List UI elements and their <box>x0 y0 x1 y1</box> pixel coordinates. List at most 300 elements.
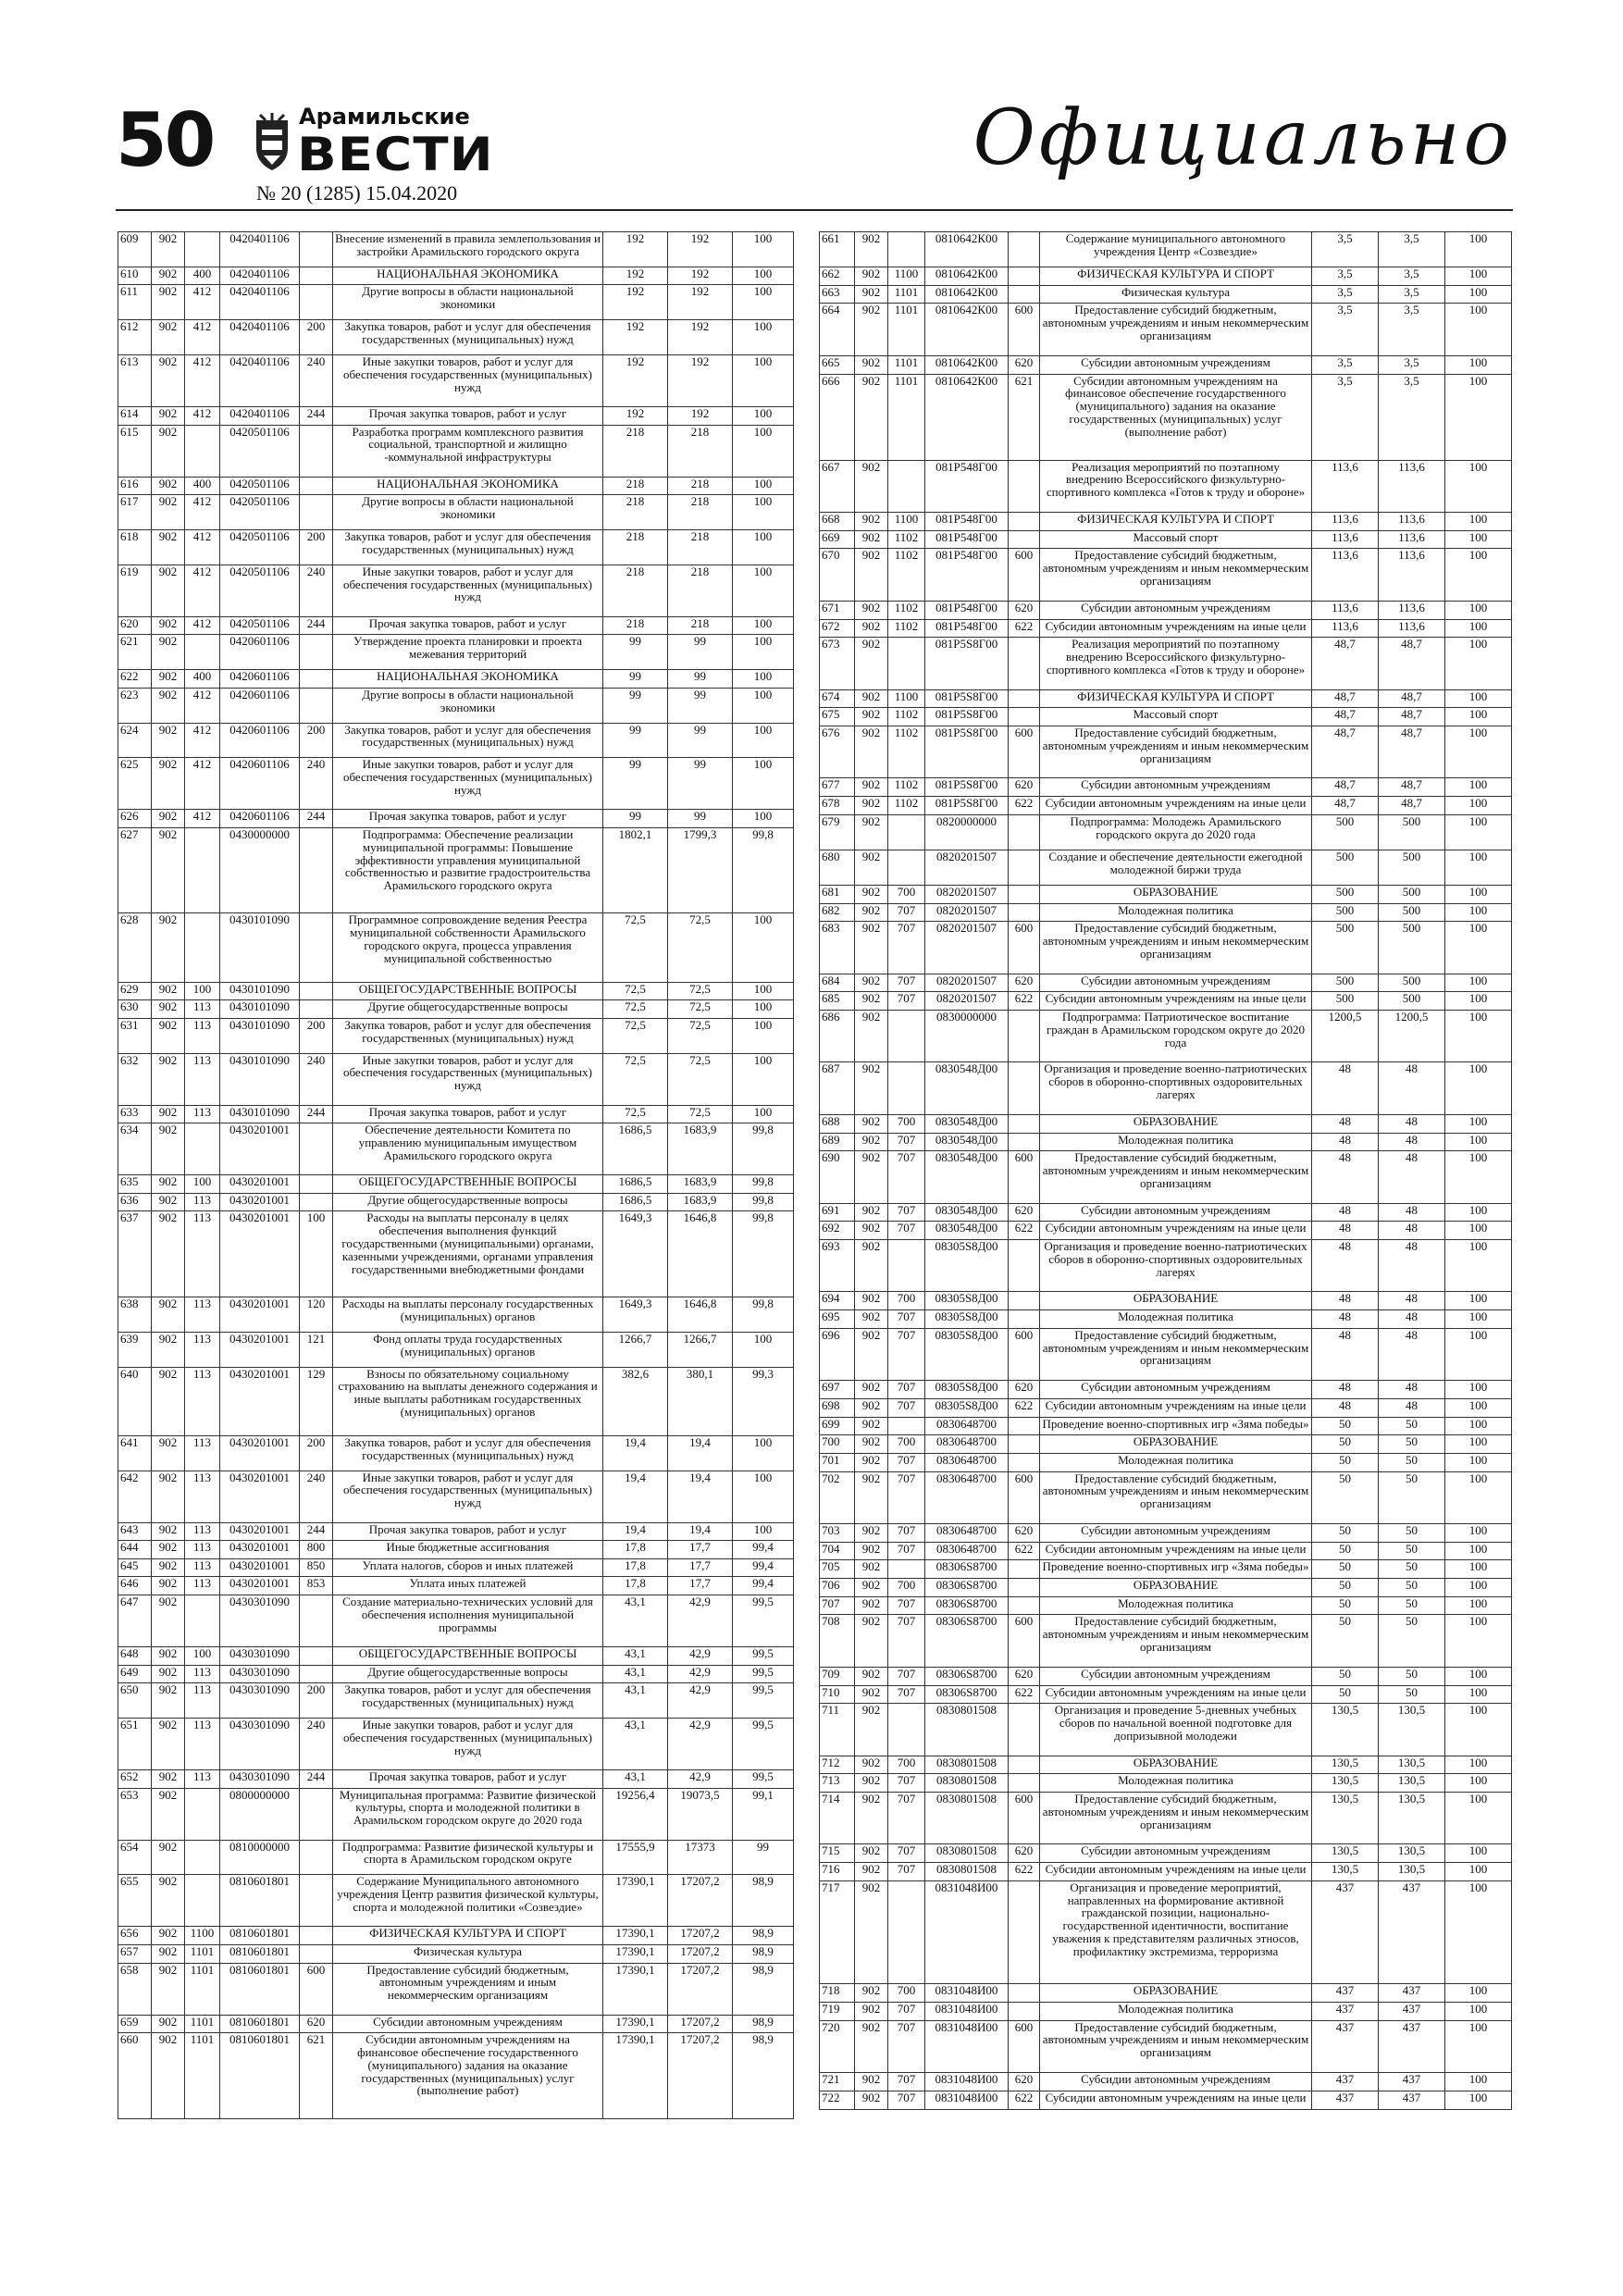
table-row <box>118 1522 794 1541</box>
description-cell: Реализация мероприятий по поэтапному внедрению Всероссийского физкультурно-спортивного комплекса «Готов к труду и обороне» <box>1040 638 1312 689</box>
table-row <box>820 638 1512 689</box>
ministry-code-cell: 902 <box>152 1683 185 1719</box>
planned-amount-cell: 50 <box>1312 1667 1379 1685</box>
target-code-cell: 081P5S8Г00 <box>925 638 1009 689</box>
section-code-cell: 113 <box>185 1053 220 1105</box>
actual-amount-cell: 42,9 <box>668 1647 733 1666</box>
planned-amount-cell: 113,6 <box>1312 549 1379 601</box>
table-row <box>820 285 1512 304</box>
description-cell: Другие вопросы в области национальной экономики <box>333 688 603 723</box>
row-number-cell: 643 <box>118 1522 152 1541</box>
planned-amount-cell: 218 <box>603 495 668 530</box>
planned-amount-cell: 72,5 <box>603 1105 668 1123</box>
planned-amount-cell: 48 <box>1312 1114 1379 1133</box>
planned-amount-cell: 382,6 <box>603 1367 668 1435</box>
section-code-cell: 113 <box>185 1718 220 1769</box>
expense-type-cell <box>300 1647 333 1666</box>
target-code-cell: 081P548Г00 <box>925 619 1009 638</box>
table-row <box>118 1193 794 1211</box>
target-code-cell: 0430201001 <box>220 1558 300 1577</box>
description-cell: Иные закупки товаров, работ и услуг для обеспечения государственных (муниципальных) нужд <box>333 565 603 616</box>
ministry-code-cell: 902 <box>152 616 185 635</box>
budget-table-right <box>819 231 1512 2110</box>
percent-cell: 98,9 <box>733 1944 794 1963</box>
percent-cell: 100 <box>1445 1560 1512 1579</box>
table-row <box>820 1240 1512 1292</box>
percent-cell: 100 <box>733 267 794 285</box>
percent-cell: 100 <box>1445 1310 1512 1329</box>
actual-amount-cell: 113,6 <box>1379 549 1445 601</box>
section-code-cell: 113 <box>185 1665 220 1683</box>
planned-amount-cell: 48 <box>1312 1310 1379 1329</box>
planned-amount-cell: 99 <box>603 758 668 810</box>
actual-amount-cell: 192 <box>668 320 733 355</box>
expense-type-cell: 244 <box>300 810 333 828</box>
actual-amount-cell: 130,5 <box>1379 1774 1445 1793</box>
planned-amount-cell: 17390,1 <box>603 1927 668 1945</box>
planned-amount-cell: 72,5 <box>603 1000 668 1019</box>
percent-cell: 100 <box>733 1000 794 1019</box>
actual-amount-cell: 1200,5 <box>1379 1011 1445 1062</box>
ministry-code-cell: 902 <box>152 1595 185 1646</box>
expense-type-cell: 200 <box>300 529 333 565</box>
description-cell: Предоставление субсидий бюджетным, автономным учреждениям и иным некоммерческим организациям <box>1040 2020 1312 2072</box>
expense-type-cell <box>300 982 333 1000</box>
planned-amount-cell: 19,4 <box>603 1522 668 1541</box>
ministry-code-cell: 902 <box>152 1332 185 1367</box>
target-code-cell: 0810642К00 <box>925 304 1009 355</box>
expense-type-cell: 600 <box>1009 2020 1040 2072</box>
ministry-code-cell: 902 <box>152 1175 185 1194</box>
target-code-cell: 0810601801 <box>220 2033 300 2119</box>
target-code-cell: 0810000000 <box>220 1840 300 1875</box>
actual-amount-cell: 192 <box>668 354 733 406</box>
percent-cell: 100 <box>1445 1704 1512 1756</box>
expense-type-cell <box>1009 232 1040 267</box>
percent-cell: 99,3 <box>733 1367 794 1435</box>
expense-type-cell: 240 <box>300 354 333 406</box>
table-row <box>118 1875 794 1927</box>
actual-amount-cell: 48,7 <box>1379 726 1445 778</box>
row-number-cell: 668 <box>820 513 855 531</box>
row-number-cell: 686 <box>820 1011 855 1062</box>
table-row <box>118 565 794 616</box>
table-row <box>118 1840 794 1875</box>
target-code-cell: 0831048И00 <box>925 2003 1009 2021</box>
percent-cell: 100 <box>1445 460 1512 512</box>
description-cell: Субсидии автономным учреждениям на иные цели <box>1040 797 1312 815</box>
row-number-cell: 641 <box>118 1435 152 1471</box>
section-code-cell: 1102 <box>888 619 925 638</box>
table-row <box>820 1704 1512 1756</box>
row-number-cell: 630 <box>118 1000 152 1019</box>
expense-type-cell: 622 <box>1009 992 1040 1011</box>
percent-cell: 100 <box>1445 2091 1512 2109</box>
section-code-cell: 1100 <box>888 689 925 708</box>
table-row <box>118 495 794 530</box>
actual-amount-cell: 113,6 <box>1379 513 1445 531</box>
right-table-body <box>820 232 1512 2110</box>
row-number-cell: 713 <box>820 1774 855 1793</box>
percent-cell: 100 <box>733 232 794 267</box>
actual-amount-cell: 50 <box>1379 1615 1445 1667</box>
actual-amount-cell: 72,5 <box>668 982 733 1000</box>
planned-amount-cell: 192 <box>603 285 668 320</box>
description-cell: Молодежная политика <box>1040 1133 1312 1151</box>
section-code-cell: 400 <box>185 670 220 689</box>
actual-amount-cell: 72,5 <box>668 1053 733 1105</box>
target-code-cell: 0420501106 <box>220 495 300 530</box>
expense-type-cell <box>1009 285 1040 304</box>
planned-amount-cell: 48 <box>1312 1240 1379 1292</box>
planned-amount-cell: 99 <box>603 723 668 758</box>
description-cell: Массовый спорт <box>1040 530 1312 549</box>
description-cell: Муниципальная программа: Развитие физической культуры, спорта и молодежной политики в Арамильском городском округе до 2020 года <box>333 1788 603 1840</box>
percent-cell: 100 <box>1445 1435 1512 1454</box>
expense-type-cell: 600 <box>300 1963 333 2015</box>
expense-type-cell: 600 <box>1009 1151 1040 1203</box>
expense-type-cell: 240 <box>300 1053 333 1105</box>
ministry-code-cell: 902 <box>152 1788 185 1840</box>
table-row <box>118 407 794 426</box>
planned-amount-cell: 72,5 <box>603 913 668 982</box>
section-code-cell <box>888 850 925 885</box>
row-number-cell: 673 <box>820 638 855 689</box>
ministry-code-cell: 902 <box>855 992 888 1011</box>
description-cell: Предоставление субсидий бюджетным, автономным учреждениям и иным некоммерческим организациям <box>1040 1328 1312 1380</box>
actual-amount-cell: 50 <box>1379 1524 1445 1543</box>
row-number-cell: 696 <box>820 1328 855 1380</box>
expense-type-cell <box>1009 1240 1040 1292</box>
table-row <box>820 1560 1512 1579</box>
description-cell: Другие общегосударственные вопросы <box>333 1193 603 1211</box>
row-number-cell: 705 <box>820 1560 855 1579</box>
actual-amount-cell: 42,9 <box>668 1683 733 1719</box>
actual-amount-cell: 113,6 <box>1379 619 1445 638</box>
target-code-cell: 0830648700 <box>925 1435 1009 1454</box>
table-row <box>820 974 1512 992</box>
expense-type-cell <box>300 1595 333 1646</box>
percent-cell: 100 <box>1445 232 1512 267</box>
section-code-cell: 113 <box>185 1018 220 1053</box>
planned-amount-cell: 218 <box>603 529 668 565</box>
percent-cell: 99,8 <box>733 1297 794 1332</box>
expense-type-cell <box>1009 708 1040 726</box>
expense-type-cell <box>1009 1880 1040 1984</box>
percent-cell: 100 <box>1445 992 1512 1011</box>
ministry-code-cell: 902 <box>855 549 888 601</box>
description-cell: Субсидии автономным учреждениям <box>1040 1381 1312 1399</box>
target-code-cell: 0831048И00 <box>925 2020 1009 2072</box>
section-code-cell: 412 <box>185 688 220 723</box>
row-number-cell: 719 <box>820 2003 855 2021</box>
planned-amount-cell: 19256,4 <box>603 1788 668 1840</box>
percent-cell: 98,9 <box>733 1875 794 1927</box>
actual-amount-cell: 1799,3 <box>668 827 733 913</box>
planned-amount-cell: 43,1 <box>603 1718 668 1769</box>
target-code-cell: 0430201001 <box>220 1367 300 1435</box>
target-code-cell: 0831048И00 <box>925 2091 1009 2109</box>
percent-cell: 100 <box>733 688 794 723</box>
section-code-cell: 412 <box>185 529 220 565</box>
target-code-cell: 0820201507 <box>925 974 1009 992</box>
planned-amount-cell: 3,5 <box>1312 355 1379 374</box>
section-code-cell <box>888 1704 925 1756</box>
description-cell: Организация и проведение мероприятий, направленных на формирование активной гражданской позиции, национально-государственной идентичности, воспитание уважения к представителям различных этносов, профилактику экстремизма, терроризма <box>1040 1880 1312 1984</box>
section-code-cell: 113 <box>185 1193 220 1211</box>
table-row <box>820 2003 1512 2021</box>
planned-amount-cell: 48 <box>1312 1328 1379 1380</box>
table-row <box>118 1558 794 1577</box>
actual-amount-cell: 19,4 <box>668 1471 733 1522</box>
actual-amount-cell: 437 <box>1379 1984 1445 2003</box>
expense-type-cell: 244 <box>300 407 333 426</box>
target-code-cell: 0430301090 <box>220 1718 300 1769</box>
target-code-cell: 0810642К00 <box>925 232 1009 267</box>
ministry-code-cell: 902 <box>152 1018 185 1053</box>
planned-amount-cell: 48 <box>1312 1151 1379 1203</box>
planned-amount-cell: 48 <box>1312 1292 1379 1310</box>
percent-cell: 100 <box>1445 1880 1512 1984</box>
logo-big-text: ВЕСТИ <box>297 128 494 181</box>
section-code-cell: 400 <box>185 477 220 495</box>
table-row <box>118 1123 794 1175</box>
ministry-code-cell: 902 <box>855 2091 888 2109</box>
planned-amount-cell: 437 <box>1312 1984 1379 2003</box>
actual-amount-cell: 17207,2 <box>668 2033 733 2119</box>
ministry-code-cell: 902 <box>855 1596 888 1615</box>
percent-cell: 99,4 <box>733 1577 794 1595</box>
expense-type-cell: 620 <box>1009 1844 1040 1863</box>
actual-amount-cell: 437 <box>1379 1880 1445 1984</box>
percent-cell: 100 <box>1445 1844 1512 1863</box>
target-code-cell: 0810601801 <box>220 1944 300 1963</box>
percent-cell: 100 <box>1445 1596 1512 1615</box>
ministry-code-cell: 902 <box>152 1435 185 1471</box>
actual-amount-cell: 72,5 <box>668 1105 733 1123</box>
description-cell: НАЦИОНАЛЬНАЯ ЭКОНОМИКА <box>333 670 603 689</box>
percent-cell: 100 <box>1445 1151 1512 1203</box>
target-code-cell: 0420501106 <box>220 477 300 495</box>
ministry-code-cell: 902 <box>152 425 185 477</box>
ministry-code-cell: 902 <box>855 1417 888 1435</box>
ministry-code-cell: 902 <box>855 778 888 797</box>
expense-type-cell <box>300 1665 333 1683</box>
description-cell: Предоставление субсидий бюджетным, автономным учреждениям и иным некоммерческим организациям <box>1040 304 1312 355</box>
ministry-code-cell: 902 <box>152 477 185 495</box>
section-code-cell: 707 <box>888 1844 925 1863</box>
row-number-cell: 613 <box>118 354 152 406</box>
row-number-cell: 634 <box>118 1123 152 1175</box>
description-cell: Создание и обеспечение деятельности ежегодной молодежной биржи труда <box>1040 850 1312 885</box>
planned-amount-cell: 130,5 <box>1312 1704 1379 1756</box>
ministry-code-cell: 902 <box>152 1000 185 1019</box>
ministry-code-cell: 902 <box>855 1203 888 1222</box>
table-row <box>118 1927 794 1945</box>
planned-amount-cell: 113,6 <box>1312 619 1379 638</box>
actual-amount-cell: 130,5 <box>1379 1704 1445 1756</box>
row-number-cell: 624 <box>118 723 152 758</box>
target-code-cell: 081P548Г00 <box>925 530 1009 549</box>
table-row <box>820 708 1512 726</box>
percent-cell: 100 <box>1445 1542 1512 1560</box>
row-number-cell: 658 <box>118 1963 152 2015</box>
description-cell: ОБРАЗОВАНИЕ <box>1040 1114 1312 1133</box>
percent-cell: 100 <box>1445 513 1512 531</box>
planned-amount-cell: 99 <box>603 670 668 689</box>
table-row <box>118 1053 794 1105</box>
percent-cell: 100 <box>1445 1685 1512 1704</box>
expense-type-cell <box>300 1875 333 1927</box>
section-code-cell: 707 <box>888 1793 925 1844</box>
section-code-cell: 113 <box>185 1769 220 1788</box>
actual-amount-cell: 48 <box>1379 1203 1445 1222</box>
percent-cell: 100 <box>733 758 794 810</box>
description-cell: Проведение военно-спортивных игр «Зяма победы» <box>1040 1417 1312 1435</box>
ministry-code-cell: 902 <box>152 1105 185 1123</box>
row-number-cell: 615 <box>118 425 152 477</box>
planned-amount-cell: 437 <box>1312 2003 1379 2021</box>
percent-cell: 100 <box>1445 638 1512 689</box>
actual-amount-cell: 218 <box>668 529 733 565</box>
ministry-code-cell: 902 <box>152 1541 185 1559</box>
row-number-cell: 611 <box>118 285 152 320</box>
target-code-cell: 0430301090 <box>220 1683 300 1719</box>
actual-amount-cell: 48 <box>1379 1381 1445 1399</box>
ministry-code-cell: 902 <box>152 1665 185 1683</box>
row-number-cell: 701 <box>820 1453 855 1471</box>
description-cell: Другие общегосударственные вопросы <box>333 1000 603 1019</box>
expense-type-cell: 240 <box>300 1471 333 1522</box>
description-cell: НАЦИОНАЛЬНАЯ ЭКОНОМИКА <box>333 477 603 495</box>
percent-cell: 98,9 <box>733 1963 794 2015</box>
actual-amount-cell: 72,5 <box>668 1000 733 1019</box>
description-cell: Содержание Муниципального автономного учреждения Центр развития физической культуры, спорта и молодежной политики «Созвездие» <box>333 1875 603 1927</box>
percent-cell: 100 <box>733 1018 794 1053</box>
ministry-code-cell: 902 <box>855 1704 888 1756</box>
percent-cell: 100 <box>733 982 794 1000</box>
percent-cell: 100 <box>1445 1328 1512 1380</box>
ministry-code-cell: 902 <box>152 1647 185 1666</box>
description-cell: Предоставление субсидий бюджетным, автономным учреждениям и иным некоммерческим организациям <box>1040 549 1312 601</box>
row-number-cell: 618 <box>118 529 152 565</box>
expense-type-cell: 600 <box>1009 726 1040 778</box>
row-number-cell: 657 <box>118 1944 152 1963</box>
expense-type-cell <box>300 285 333 320</box>
row-number-cell: 692 <box>820 1222 855 1240</box>
expense-type-cell: 244 <box>300 1105 333 1123</box>
target-code-cell: 0430301090 <box>220 1769 300 1788</box>
description-cell: Фонд оплаты труда государственных (муниципальных) органов <box>333 1332 603 1367</box>
table-row <box>820 922 1512 974</box>
target-code-cell: 0430201001 <box>220 1332 300 1367</box>
percent-cell: 100 <box>1445 1453 1512 1471</box>
description-cell: Предоставление субсидий бюджетным, автономным учреждениям и иным некоммерческим организациям <box>333 1963 603 2015</box>
target-code-cell: 08305S8Д00 <box>925 1381 1009 1399</box>
planned-amount-cell: 48,7 <box>1312 797 1379 815</box>
ministry-code-cell: 902 <box>855 1240 888 1292</box>
row-number-cell: 675 <box>820 708 855 726</box>
row-number-cell: 671 <box>820 601 855 619</box>
section-code-cell: 412 <box>185 565 220 616</box>
ministry-code-cell: 902 <box>855 689 888 708</box>
target-code-cell: 0830801508 <box>925 1863 1009 1881</box>
target-code-cell: 0430101090 <box>220 913 300 982</box>
target-code-cell: 0420401106 <box>220 320 300 355</box>
description-cell: ОБЩЕГОСУДАРСТВЕННЫЕ ВОПРОСЫ <box>333 1647 603 1666</box>
actual-amount-cell: 99 <box>668 670 733 689</box>
actual-amount-cell: 48 <box>1379 1328 1445 1380</box>
planned-amount-cell: 48,7 <box>1312 689 1379 708</box>
description-cell: Закупка товаров, работ и услуг для обеспечения государственных (муниципальных) нужд <box>333 1018 603 1053</box>
section-code-cell: 1102 <box>888 549 925 601</box>
ministry-code-cell: 902 <box>855 1524 888 1543</box>
section-code-cell: 707 <box>888 922 925 974</box>
planned-amount-cell: 1686,5 <box>603 1123 668 1175</box>
actual-amount-cell: 437 <box>1379 2003 1445 2021</box>
section-code-cell: 707 <box>888 2020 925 2072</box>
row-number-cell: 716 <box>820 1863 855 1881</box>
description-cell: Иные закупки товаров, работ и услуг для обеспечения государственных (муниципальных) нужд <box>333 1718 603 1769</box>
table-row <box>820 1310 1512 1329</box>
ministry-code-cell: 902 <box>855 850 888 885</box>
table-row <box>820 374 1512 460</box>
percent-cell: 100 <box>1445 903 1512 922</box>
description-cell: Уплата налогов, сборов и иных платежей <box>333 1558 603 1577</box>
table-row <box>820 992 1512 1011</box>
row-number-cell: 679 <box>820 814 855 850</box>
percent-cell: 100 <box>1445 1398 1512 1417</box>
section-code-cell: 1101 <box>185 2015 220 2033</box>
ministry-code-cell: 902 <box>152 354 185 406</box>
table-row <box>820 530 1512 549</box>
target-code-cell: 0420501106 <box>220 616 300 635</box>
ministry-code-cell: 902 <box>855 2073 888 2091</box>
table-row <box>118 913 794 982</box>
expense-type-cell: 620 <box>1009 2073 1040 2091</box>
row-number-cell: 654 <box>118 1840 152 1875</box>
planned-amount-cell: 130,5 <box>1312 1756 1379 1774</box>
section-code-cell: 412 <box>185 407 220 426</box>
planned-amount-cell: 72,5 <box>603 982 668 1000</box>
ministry-code-cell: 902 <box>855 797 888 815</box>
section-title: Официально <box>973 94 1513 182</box>
percent-cell: 100 <box>1445 530 1512 549</box>
actual-amount-cell: 1646,8 <box>668 1297 733 1332</box>
target-code-cell: 081P5S8Г00 <box>925 778 1009 797</box>
table-row <box>118 758 794 810</box>
expense-type-cell <box>1009 1774 1040 1793</box>
section-code-cell: 707 <box>888 1596 925 1615</box>
table-row <box>820 1011 1512 1062</box>
description-cell: Молодежная политика <box>1040 2003 1312 2021</box>
ministry-code-cell: 902 <box>152 723 185 758</box>
row-number-cell: 680 <box>820 850 855 885</box>
section-code-cell: 707 <box>888 1542 925 1560</box>
ministry-code-cell: 902 <box>855 2020 888 2072</box>
row-number-cell: 710 <box>820 1685 855 1704</box>
planned-amount-cell: 437 <box>1312 2073 1379 2091</box>
actual-amount-cell: 3,5 <box>1379 285 1445 304</box>
description-cell: ОБРАЗОВАНИЕ <box>1040 1984 1312 2003</box>
description-cell: Реализация мероприятий по поэтапному внедрению Всероссийского физкультурно-спортивного комплекса «Готов к труду и обороне» <box>1040 460 1312 512</box>
planned-amount-cell: 50 <box>1312 1524 1379 1543</box>
target-code-cell: 081P548Г00 <box>925 549 1009 601</box>
table-row <box>820 1615 1512 1667</box>
row-number-cell: 707 <box>820 1596 855 1615</box>
percent-cell: 100 <box>733 354 794 406</box>
target-code-cell: 0830548Д00 <box>925 1203 1009 1222</box>
